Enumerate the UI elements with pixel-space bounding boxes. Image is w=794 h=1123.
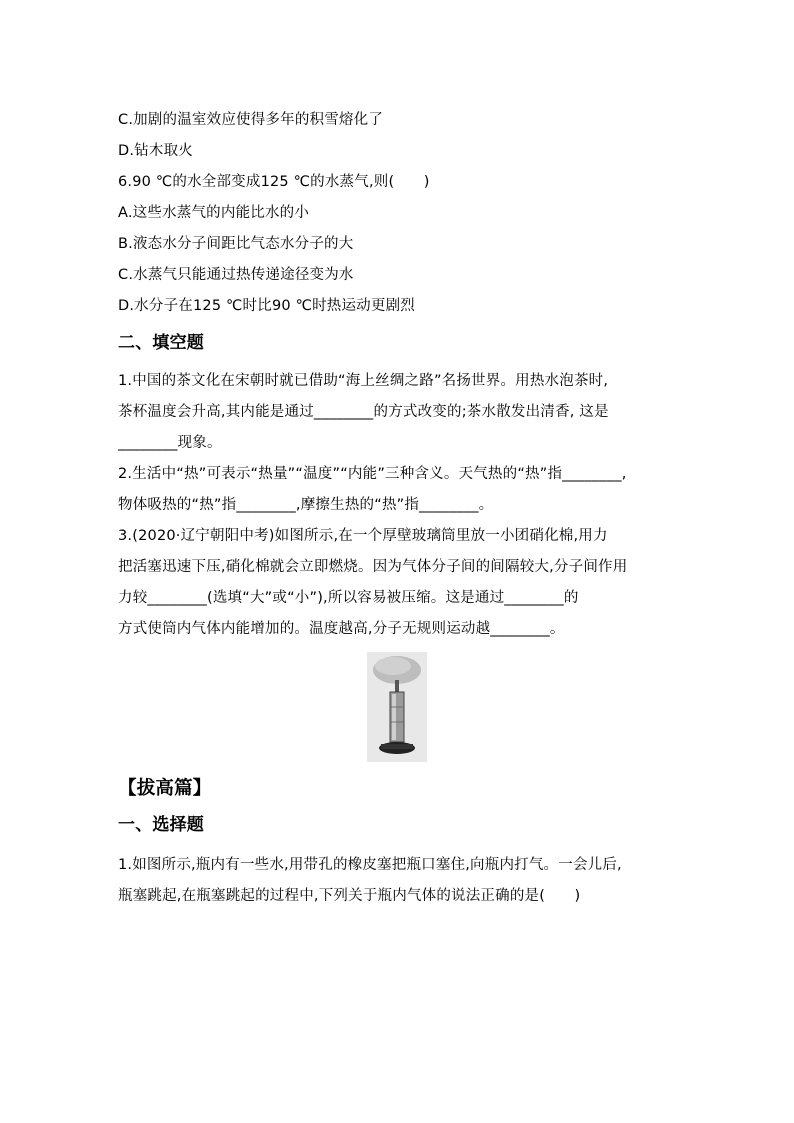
fill-q3-line-2: 把活塞迅速下压,硝化棉就会立即燃烧。因为气体分子间的间隔较大,分子间作用 [118, 559, 628, 575]
fill-q1-line-2: 茶杯温度会升高,其内能是通过________的方式改变的;茶水散发出清香, 这是 [118, 404, 609, 420]
fill-q1-line-3: ________现象。 [118, 435, 222, 451]
q6-option-a: A.这些水蒸气的内能比水的小 [118, 205, 310, 221]
advanced-section-title: 【拔高篇】 [118, 778, 212, 799]
q6-option-c: C.水蒸气只能通过热传递途径变为水 [118, 267, 354, 283]
section-choice-title: 一、选择题 [118, 815, 204, 835]
q6-option-b: B.液态水分子间距比气态水分子的大 [118, 236, 354, 252]
option-d-line: D.钻木取火 [118, 143, 193, 159]
piston-cylinder-illustration [367, 652, 427, 762]
fill-q3-line-4: 方式使筒内气体内能增加的。温度越高,分子无规则运动越________。 [118, 621, 565, 637]
fill-q3-line-3: 力较________(选填“大”或“小”),所以容易被压缩。这是通过________的 [118, 590, 579, 606]
question-6-line: 6.90 ℃的水全部变成125 ℃的水蒸气,则( ) [118, 174, 430, 190]
glass-cylinder-photo [367, 652, 427, 762]
section-fill-blank-title: 二、填空题 [118, 333, 204, 353]
q6-option-d: D.水分子在125 ℃时比90 ℃时热运动更剧烈 [118, 298, 415, 314]
fill-q2-line-1: 2.生活中“热”可表示“热量”“温度”“内能”三种含义。天气热的“热”指________, [118, 466, 627, 482]
adv-q1-line-1: 1.如图所示,瓶内有一些水,用带孔的橡皮塞把瓶口塞住,向瓶内打气。一会儿后, [118, 857, 622, 873]
fill-q1-line-1: 1.中国的茶文化在宋朝时就已借助“海上丝绸之路”名扬世界。用热水泡茶时, [118, 373, 609, 389]
fill-q3-line-1: 3.(2020·辽宁朝阳中考)如图所示,在一个厚壁玻璃筒里放一小团硝化棉,用力 [118, 528, 608, 544]
fill-q2-line-2: 物体吸热的“热”指________,摩擦生热的“热”指________。 [118, 497, 494, 513]
option-c-line: C.加剧的温室效应使得多年的积雪熔化了 [118, 112, 384, 128]
adv-q1-line-2: 瓶塞跳起,在瓶塞跳起的过程中,下列关于瓶内气体的说法正确的是( ) [118, 888, 581, 904]
